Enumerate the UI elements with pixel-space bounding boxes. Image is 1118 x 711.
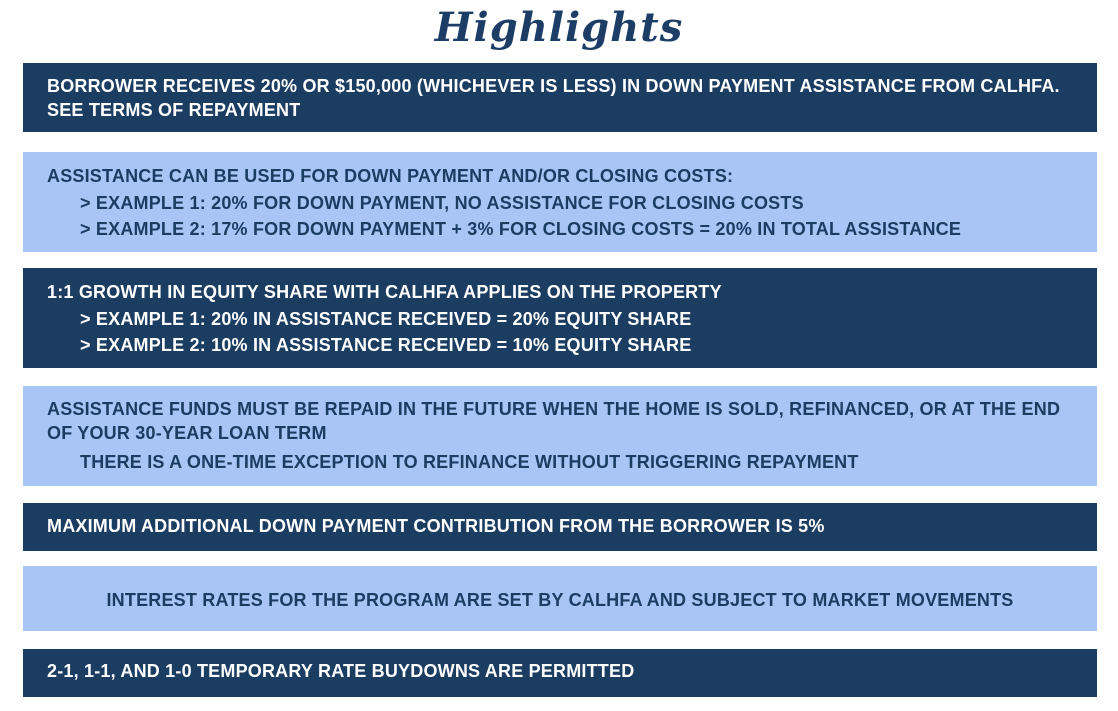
highlight-text: INTEREST RATES FOR THE PROGRAM ARE SET BY CALHFA AND SUBJECT TO MARKET MOVEMENTS bbox=[106, 590, 1014, 610]
highlight-text: 2-1, 1-1, AND 1-0 TEMPORARY RATE BUYDOWNS ARE PERMITTED bbox=[47, 661, 635, 681]
exception-line: THERE IS A ONE-TIME EXCEPTION TO REFINANCE WITHOUT TRIGGERING REPAYMENT bbox=[80, 452, 859, 472]
highlight-repayment bbox=[23, 386, 1097, 486]
highlight-down-payment-assistance bbox=[23, 63, 1097, 132]
highlight-max-contribution bbox=[23, 503, 1097, 551]
example-line: > EXAMPLE 2: 17% FOR DOWN PAYMENT + 3% FOR CLOSING COSTS = 20% IN TOTAL ASSISTANCE bbox=[80, 219, 962, 239]
highlight-text: MAXIMUM ADDITIONAL DOWN PAYMENT CONTRIBUTION FROM THE BORROWER IS 5% bbox=[47, 516, 825, 536]
highlight-equity-share bbox=[23, 268, 1097, 368]
example-line: > EXAMPLE 2: 10% IN ASSISTANCE RECEIVED = 10% EQUITY SHARE bbox=[80, 335, 692, 355]
highlight-interest-rates bbox=[23, 566, 1097, 631]
example-line: > EXAMPLE 1: 20% FOR DOWN PAYMENT, NO ASSISTANCE FOR CLOSING COSTS bbox=[80, 192, 804, 213]
highlight-text: BORROWER RECEIVES 20% OR $150,000 (WHICHEVER IS LESS) IN DOWN PAYMENT ASSISTANCE FROM CALHFA. SEE TERMS OF REPAYMENT bbox=[47, 76, 1060, 120]
page-title: Highlights bbox=[434, 4, 684, 51]
highlight-text: 1:1 GROWTH IN EQUITY SHARE WITH CALHFA APPLIES ON THE PROPERTY bbox=[47, 282, 722, 302]
example-line: > EXAMPLE 1: 20% IN ASSISTANCE RECEIVED = 20% EQUITY SHARE bbox=[80, 308, 692, 329]
highlight-assistance-usage bbox=[23, 152, 1097, 252]
highlight-text: ASSISTANCE CAN BE USED FOR DOWN PAYMENT AND/OR CLOSING COSTS: bbox=[47, 166, 734, 186]
highlight-text: ASSISTANCE FUNDS MUST BE REPAID IN THE FUTURE WHEN THE HOME IS SOLD, REFINANCED, OR AT THE END OF YOUR 30-YEAR LOAN TERM bbox=[47, 399, 1061, 443]
highlight-rate-buydowns bbox=[23, 649, 1097, 697]
